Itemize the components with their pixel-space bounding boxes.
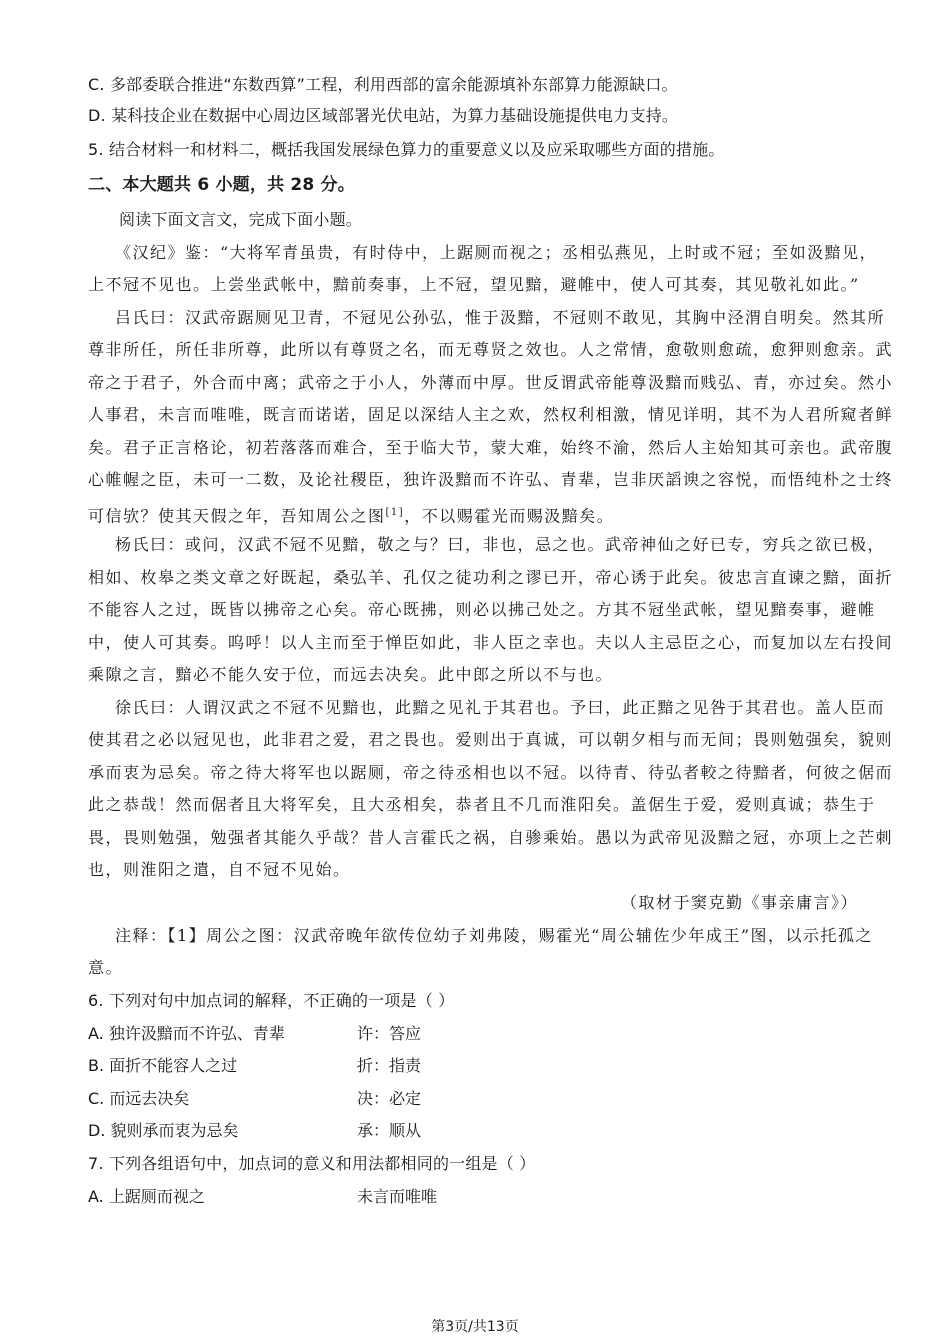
q6-option-a-gloss: 许：答应 — [357, 1024, 422, 1043]
q6-option-b: B. 面折不能容人之过 — [88, 1056, 238, 1075]
q6-option-a: A. 独许汲黯而不许弘、青辈 — [88, 1024, 285, 1043]
q7-option-a-left: A. 上踞厕而视之 — [88, 1187, 205, 1206]
q6-option-b-gloss: 折：指责 — [357, 1056, 422, 1075]
passage-p3-line: 乘隙之言，黯必不能久安于位，而远去决矣。此中郎之所以不与也。 — [88, 665, 614, 684]
q4-option-d: D. 某科技企业在数据中心周边区域部署光伏电站，为算力基础设施提供电力支持。 — [88, 106, 679, 125]
page-footer: 第3页/共13页 — [431, 1319, 519, 1335]
passage-p4-line: 承而衷为忌矣。帝之待大将军也以踞厕，帝之待丞相也以不冠。以待青、待弘者較之待黯者，何彼之倨而 — [88, 763, 894, 782]
passage-p2-line: 矣。君子正言格论，初若落落而难合，至于临大节，蒙大难，始终不渝，然后人主始知其可亲也。武帝腹 — [88, 438, 894, 457]
passage-p2-line: 心帷幄之臣，未可一二数，及论社稷臣，独许汲黯而不许弘、青辈，岂非厌謟谀之容悦，而悟纯朴之士终 — [88, 470, 894, 489]
reading-intro: 阅读下面文言文，完成下面小题。 — [119, 210, 363, 229]
footnote-mark: [1] — [385, 507, 405, 518]
passage-p1-line: 上不冠不见也。上尝坐武帐中，黯前奏事，上不冠，望见黯，避帷中，使人可其奏，其见敬礼如此。” — [88, 275, 860, 294]
q4-option-c: C. 多部委联合推进“东数西算”工程，利用西部的富余能源填补东部算力能源缺口。 — [88, 75, 678, 94]
passage-p2-line: 帝之于君子，外合而中离；武帝之于小人，外薄而中厚。世反谓武帝能尊汲黯而贱弘、青，亦过矣。然小 — [88, 373, 894, 392]
passage-p4-line: 使其君之必以冠见也，此非君之爱，君之畏也。爱则出于真诚，可以朝夕相与而无间；畏则勉强矣，貌则 — [88, 730, 894, 749]
passage-p4-line: 也，则淮阳之遣，自不冠不见始。 — [88, 860, 351, 879]
passage-p3-line: 中，使人可其奏。呜呼！以人主而至于惮臣如此，非人臣之幸也。夫以人主忌臣之心，而复加以左右投间 — [88, 633, 894, 652]
passage-p2-line: 吕氏曰：汉武帝踞厕见卫青，不冠见公孙弘，惟于汲黯，不冠则不敢见，其胸中泾渭自明矣。然其所 — [115, 308, 886, 327]
passage-p2-segment: 可信欤？使其天假之年，吾知周公之图 — [88, 506, 386, 526]
passage-p4-line: 此之恭哉！然而倨者且大将军矣，且大丞相矣，恭者且不几而淮阳矣。盖倨生于爱，爱则真诚；恭生于 — [88, 795, 876, 814]
passage-p1-line: 《汉纪》鉴：“大将军青虽贵，有时侍中，上踞厕而视之；丞相弘燕见，上时或不冠；至如汲黯见， — [115, 243, 878, 262]
passage-p2-line-last — [88, 503, 614, 526]
q6-option-d: D. 貌则承而衷为忌矣 — [88, 1121, 239, 1140]
passage-p4-line: 徐氏曰：人谓汉武之不冠不见黯也，此黯之见礼于其君也。予曰，此正黯之见咎于其君也。盖人臣而 — [115, 698, 886, 717]
passage-p4-line: 畏，畏则勉强，勉强者其能久乎哉？昔人言霍氏之祸，自骖乘始。愚以为武帝见汲黯之冠，亦项上之芒刺 — [88, 828, 894, 847]
passage-p2-line: 人事君，未言而唯唯，既言而诺诺，固足以深结人主之欢，然权利相激，情见详明，其不为人君所窥者鲜 — [88, 405, 894, 424]
section-2-title: 二、本大题共 6 小题，共 28 分。 — [88, 175, 355, 195]
passage-p3-line: 相如、枚皋之类文章之好既起，桑弘羊、孔仅之徒功利之谬已开，帝心诱于此矣。彼忠言直谏之黯，面折 — [88, 568, 894, 587]
q7-option-a-right: 未言而唯唯 — [357, 1187, 438, 1206]
annotation-line: 注释：【1】周公之图：汉武帝晚年欲传位幼子刘弗陵，赐霍光“周公辅佐少年成王”图，以示托孤之 — [115, 926, 874, 945]
q6-option-c: C. 而远去决矣 — [88, 1089, 190, 1108]
passage-p2-segment: ，不以赐霍光而赐汲黯矣。 — [404, 506, 615, 526]
question-7-stem: 7. 下列各组语句中，加点词的意义和用法都相同的一组是（ ） — [88, 1154, 536, 1173]
question-6-stem: 6. 下列对句中加点词的解释，不正确的一项是（ ） — [88, 991, 455, 1010]
passage-p3-line: 杨氏曰：或问，汉武不冠不见黯，敬之与？曰，非也，忌之也。武帝神仙之好已专，穷兵之欲已极， — [115, 535, 886, 554]
q6-option-c-gloss: 决：必定 — [357, 1089, 422, 1108]
passage-p3-line: 不能容人之过，既皆以拂帝之心矣。帝心既拂，则必以拂己处之。方其不冠坐武帐，望见黯奏事，避帷 — [88, 600, 876, 619]
question-5: 5. 结合材料一和材料二，概括我国发展绿色算力的重要意义以及应采取哪些方面的措施。 — [88, 140, 725, 159]
q6-option-d-gloss: 承：顺从 — [357, 1121, 422, 1140]
annotation-line: 意。 — [88, 958, 124, 977]
passage-p2-line: 尊非所任，所任非所尊，此所以有尊贤之名，而无尊贤之效也。人之常情，愈敬则愈疏，愈狎则愈亲。武 — [88, 340, 894, 359]
passage-source: （取材于窦克勤《事亲庸言》） — [620, 893, 858, 912]
